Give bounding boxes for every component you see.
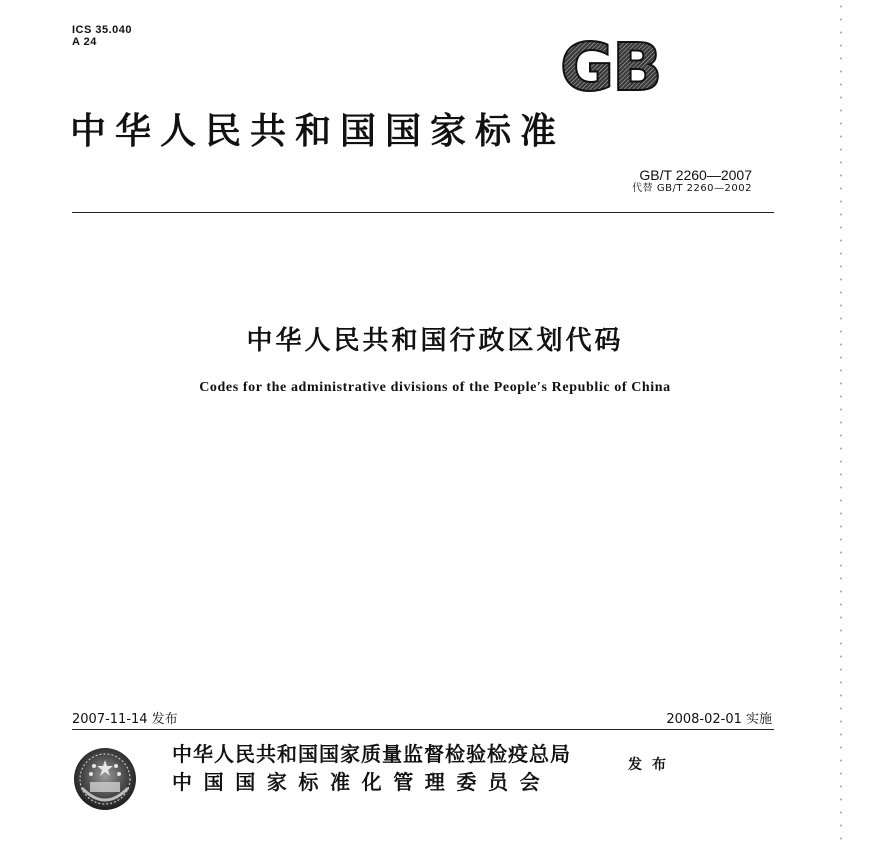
issue-date: 2007-11-14 发布 (72, 712, 178, 727)
bottom-divider (72, 729, 774, 730)
national-emblem-seal (72, 746, 138, 812)
standard-heading: 中华人民共和国国家标准 (70, 110, 566, 152)
top-divider (72, 212, 774, 213)
ccs-code: A 24 (72, 36, 97, 48)
replaced-standard: 代替 GB/T 2260—2002 (632, 183, 752, 194)
issuer-aqsiq: 中华人民共和国国家质量监督检验检疫总局 (172, 742, 571, 766)
gb-logo (556, 34, 732, 96)
standard-number: GB/T 2260—2007 (639, 167, 752, 183)
scan-edge-artifact (838, 0, 844, 842)
issue-label: 发布 (628, 757, 676, 773)
svg-text:GB: GB (560, 34, 661, 96)
implementation-date: 2008-02-01 实施 (666, 712, 772, 727)
ics-code: ICS 35.040 (72, 24, 133, 36)
classification-codes (72, 24, 132, 48)
title-english: Codes for the administrative divisions of the People′s Republic of China (199, 380, 671, 395)
issuer-sac: 中国国家标准化管理委员会 (172, 770, 552, 794)
title-chinese: 中华人民共和国行政区划代码 (246, 326, 624, 356)
